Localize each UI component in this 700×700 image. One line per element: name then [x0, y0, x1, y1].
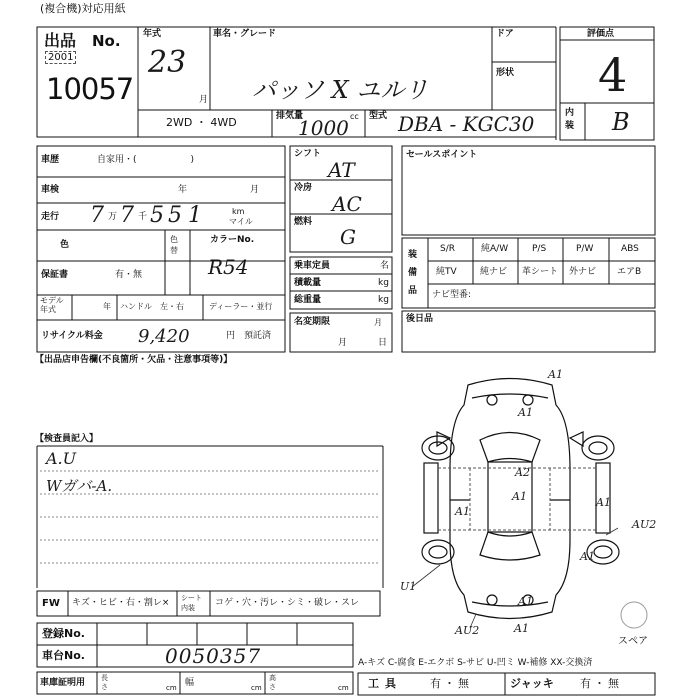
ac-value: AC [332, 192, 362, 216]
fuel-label: 燃料 [294, 217, 313, 227]
inspection-label: 車検 [41, 185, 60, 195]
damage-mark: U1 [400, 580, 417, 593]
color-code: R54 [208, 255, 249, 279]
displacement-unit: cc [350, 112, 359, 121]
fw-options: キズ・ヒビ・右・割レ× [72, 598, 170, 608]
equip-airbag: エアB [617, 267, 642, 277]
damage-mark: A1 [518, 595, 533, 608]
equip-tv: 純TV [436, 267, 457, 277]
name-change-label: 名変期限 [294, 317, 331, 327]
cert-label: 車庫証明用 [40, 678, 86, 688]
recycle-unit: 円 [226, 331, 236, 341]
damage-mark: A1 [512, 490, 527, 503]
year-label: 年式 [143, 29, 162, 39]
model-type-label: 型式 [369, 111, 388, 121]
cert-unit-2: cm [251, 684, 262, 692]
damage-mark: A1 [580, 550, 595, 563]
mileage-digit-2: 7 [120, 203, 134, 228]
ac-label: 冷房 [294, 183, 313, 193]
gross-label: 総重量 [294, 295, 322, 305]
mileage-unit-km: km [232, 207, 245, 216]
mileage-digit-4: 5 [168, 203, 182, 228]
interior-value: B [612, 108, 630, 136]
equip-navi: 純ナビ [480, 267, 508, 277]
damage-mark: A1 [596, 496, 611, 509]
damage-mark: AU2 [455, 624, 480, 637]
year-month-label: 月 [199, 95, 209, 105]
warranty-label: 保証書 [41, 270, 69, 280]
capacity-label: 乗車定員 [294, 261, 331, 271]
mileage-unit-mile: マイル [229, 217, 253, 226]
dealer-options: ディーラー・並行 [209, 302, 273, 311]
sales-point-label: セールスポイント [406, 150, 478, 160]
name-change-month-2: 月 [338, 338, 348, 348]
model-grade-value: パッソ X ユルリ [252, 76, 429, 104]
cert-unit-3: cm [338, 684, 349, 692]
damage-mark: A1 [518, 406, 533, 419]
cert-height: 高さ [269, 674, 276, 691]
lot-stamp: 2001 [45, 51, 76, 64]
cert-length: 長さ [101, 674, 108, 691]
gross-unit: kg [378, 295, 389, 305]
mileage-digit-1: 7 [90, 203, 104, 228]
color-code-label: カラーNo. [210, 235, 255, 245]
name-change-month: 月 [374, 318, 382, 327]
equip-ps: P/S [532, 244, 547, 254]
inspection-year: 年 [178, 185, 188, 195]
transmission-label: シフト [294, 149, 322, 159]
seat-label: シート内装 [181, 594, 202, 612]
damage-mark: A1 [455, 505, 470, 518]
spare-tire [621, 602, 647, 628]
doors-label: ドア [496, 29, 514, 39]
warranty-options: 有・無 [115, 270, 143, 280]
equip-pw: P/W [576, 244, 594, 254]
model-year-label-2: 年式 [40, 305, 56, 314]
lot-number: 10057 [46, 72, 134, 106]
model-year-label-1: モデル [40, 296, 64, 305]
mileage-label: 走行 [41, 212, 60, 222]
tools-options: 有・無 [430, 677, 472, 690]
history-label: 車歴 [41, 155, 60, 165]
mileage-sen: 千 [138, 212, 148, 222]
equip-sr: S/R [440, 244, 455, 254]
equip-leather: 革シート [522, 267, 559, 277]
notice-label: 【出品店申告欄(不良箇所・欠品・注意事項等)】 [35, 355, 233, 365]
damage-mark: A2 [515, 466, 530, 479]
inspector-line-1: A.U [46, 449, 77, 468]
lot-label: 出品 [44, 31, 77, 50]
inspection-month: 月 [250, 185, 260, 195]
color-label: 色 [60, 240, 70, 250]
damage-mark: A1 [514, 622, 529, 635]
mileage-man: 万 [108, 212, 118, 222]
damage-mark: AU2 [632, 518, 657, 531]
chassis-label: 車台No. [42, 649, 85, 662]
color-change-label: 色替 [170, 235, 178, 255]
equip-abs: ABS [621, 244, 639, 254]
cert-width: 幅 [185, 678, 195, 688]
equip-aw: 純A/W [481, 244, 509, 254]
inspector-line-2: Wガバ-A. [46, 477, 113, 495]
fw-label: FW [42, 598, 60, 609]
equip-ext-navi: 外ナビ [569, 267, 597, 277]
handle-options: 左・右 [160, 302, 184, 311]
equip-navi-model: ナビ型番: [432, 290, 472, 300]
interior-label: 内装 [565, 108, 575, 131]
model-type-value: DBA - KGC30 [398, 112, 535, 136]
model-grade-label: 車名・グレード [213, 29, 277, 39]
name-change-day: 日 [378, 338, 388, 348]
inspector-label: 【検査員記入】 [35, 434, 99, 444]
displacement-label: 排気量 [276, 111, 304, 121]
displacement-value: 1000 [298, 116, 349, 140]
recycle-deposit: 預託済 [244, 331, 272, 341]
top-note: (複合機)対応用紙 [40, 2, 126, 15]
drive-label: 2WD ・ 4WD [166, 116, 237, 129]
transmission-value: AT [328, 158, 355, 182]
capacity-unit: 名 [380, 261, 390, 271]
shape-label: 形状 [496, 68, 515, 78]
damage-legend: A-キズ C-腐食 E-エクボ S-サビ U-凹ミ W-補修 XX-交換済 [358, 658, 593, 668]
jack-options: 有・無 [580, 677, 622, 690]
recycle-label: リサイクル料金 [41, 331, 103, 341]
jack-label: ジャッキ [510, 677, 554, 690]
mileage-digit-5: 1 [188, 203, 202, 228]
registration-label: 登録No. [42, 627, 85, 640]
load-label: 積載量 [294, 278, 322, 288]
recycle-value: 9,420 [138, 326, 190, 347]
model-year-year: 年 [103, 302, 111, 311]
chassis-value: 0050357 [165, 644, 262, 668]
seat-options: コゲ・穴・汚レ・シミ・破レ・スレ [215, 598, 360, 608]
handle-label: ハンドル [120, 302, 152, 311]
lot-no-label: No. [92, 32, 121, 50]
aftermarket-box [402, 311, 655, 352]
history-value: 自家用・( ) [97, 155, 195, 165]
cert-unit-1: cm [166, 684, 177, 692]
fuel-value: G [340, 225, 356, 249]
year-value: 23 [148, 45, 187, 80]
mileage-digit-3: 5 [150, 203, 164, 228]
aftermarket-label: 後日品 [406, 314, 434, 324]
rating-value: 4 [598, 48, 628, 102]
rating-label: 評価点 [587, 29, 615, 39]
damage-mark: A1 [548, 368, 563, 381]
spare-tire-label: スペア [618, 636, 648, 647]
load-unit: kg [378, 278, 389, 288]
equipment-label: 装備品 [408, 250, 418, 296]
tools-label: 工具 [368, 677, 402, 690]
